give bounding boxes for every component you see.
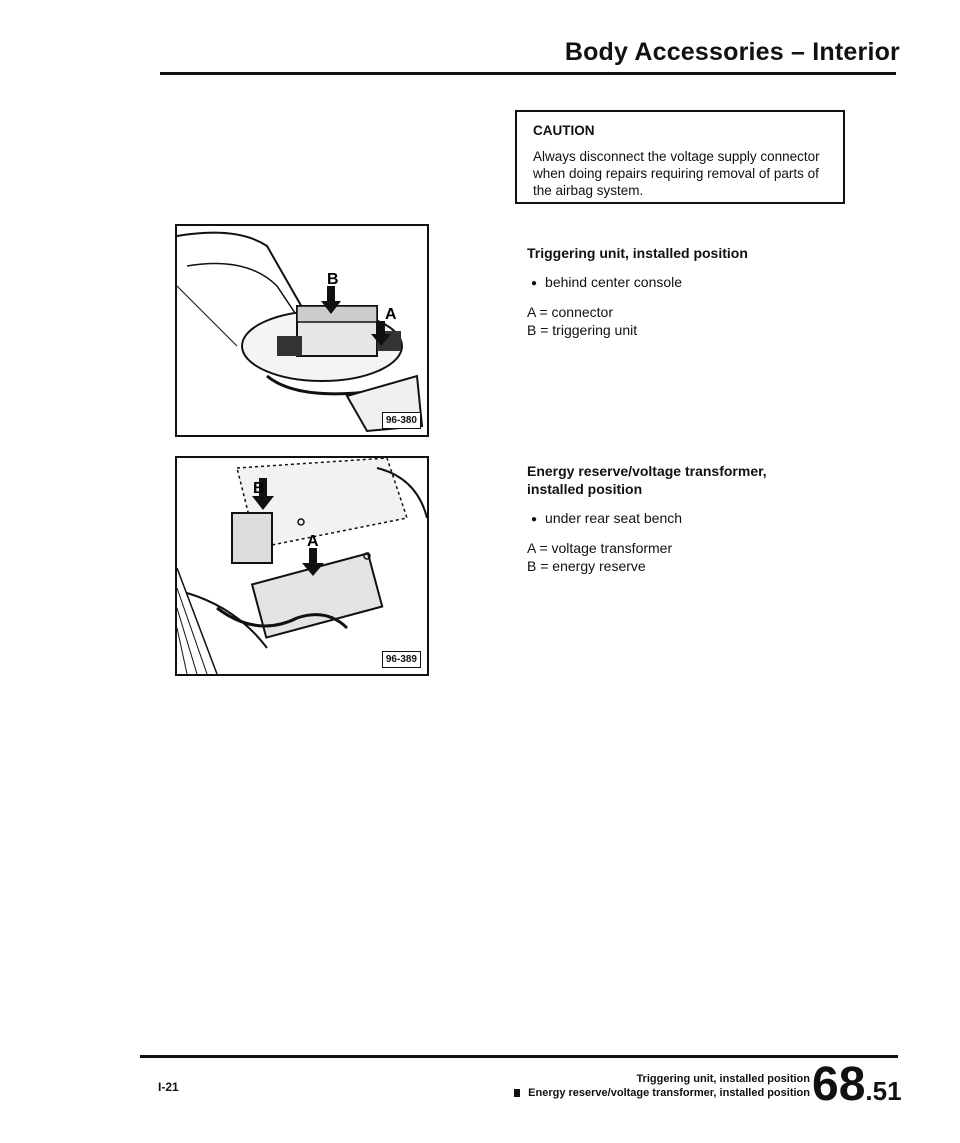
- footer-square-marker: [514, 1089, 520, 1097]
- section1-item: B = triggering unit: [527, 322, 638, 338]
- section1-title: Triggering unit, installed position: [527, 245, 748, 261]
- footer-entry-row: [430, 1086, 810, 1100]
- figure1-label-b: B: [327, 271, 339, 288]
- footer-entry: Triggering unit, installed position: [636, 1073, 810, 1085]
- section1-item: A = connector: [527, 304, 614, 320]
- footer-index: [430, 1072, 810, 1100]
- energy-reserve-illustration: [177, 458, 427, 674]
- section1-bullet: [531, 274, 682, 293]
- page-reference-left: I-21: [158, 1080, 179, 1094]
- page-number-page: .51: [865, 1076, 902, 1106]
- section2-bullet: [531, 510, 682, 529]
- page-number-chapter: 68: [812, 1058, 866, 1111]
- footer-rule: [140, 1055, 898, 1058]
- caution-title: CAUTION: [533, 123, 595, 138]
- page-number: [812, 1057, 902, 1112]
- caution-text: Always disconnect the voltage supply connector when doing repairs requiring removal of parts of the airbag system.: [533, 149, 820, 198]
- section2-item: A = voltage transformer: [527, 540, 673, 556]
- figure2-label-a: A: [307, 533, 319, 550]
- figure-energy-reserve: [175, 456, 429, 676]
- section2-title-line2: installed position: [527, 481, 643, 497]
- figure2-label-b: B: [253, 480, 265, 497]
- section1-bullet-text: behind center console: [545, 274, 683, 290]
- page-title: Body Accessories – Interior: [564, 38, 900, 66]
- footer-entry: Energy reserve/voltage transformer, installed position: [528, 1087, 810, 1099]
- header-rule: [160, 72, 896, 75]
- figure1-label-a: A: [385, 306, 397, 323]
- triggering-unit-illustration: [177, 226, 427, 435]
- section2-title-line1: Energy reserve/voltage transformer,: [527, 463, 767, 479]
- section2-item: B = energy reserve: [527, 558, 646, 574]
- caution-box: [515, 110, 845, 204]
- figure2-code: 96-389: [382, 651, 421, 668]
- figure1-code: 96-380: [382, 412, 421, 429]
- section2-bullet-text: under rear seat bench: [545, 510, 683, 526]
- figure-triggering-unit: [175, 224, 429, 437]
